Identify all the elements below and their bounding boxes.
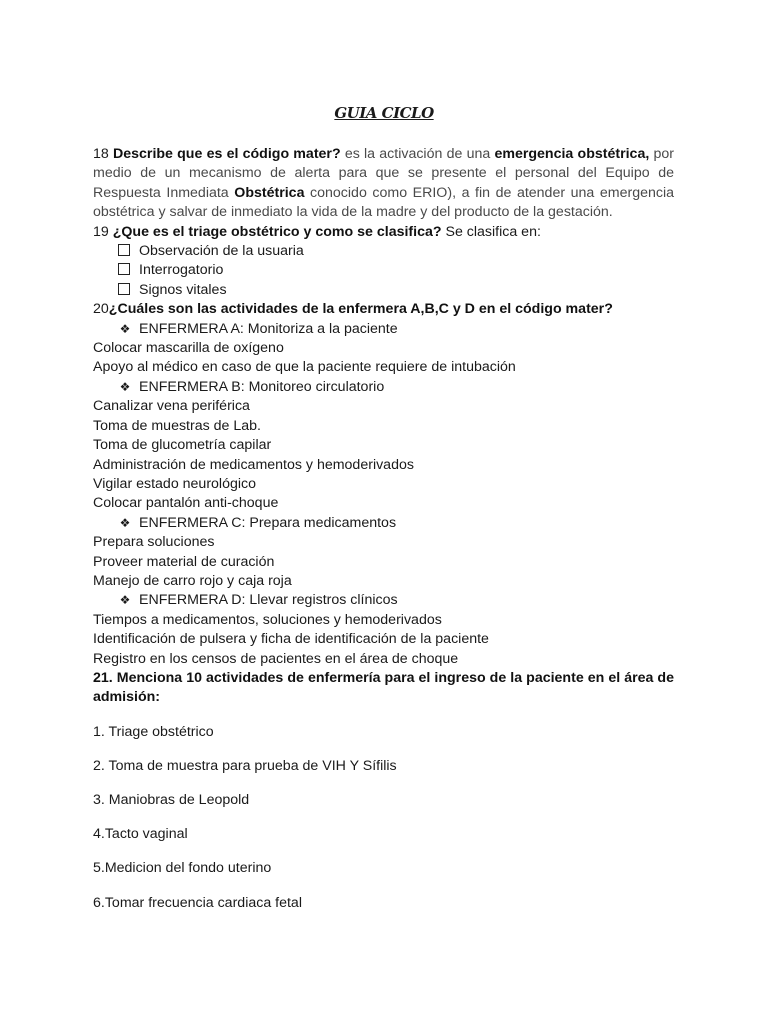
- question-21: 21. Menciona 10 actividades de enfermería para el ingreso de la paciente en el área de admisión:: [93, 669, 674, 706]
- document-title: GUIA CICLO: [334, 104, 434, 122]
- checkbox-item: [93, 261, 674, 280]
- nurse-heading: [93, 591, 674, 610]
- admission-activity: 3. Maniobras de Leopold: [93, 791, 250, 808]
- checkbox-item-label: Signos vitales: [139, 281, 227, 298]
- question-18: [93, 145, 674, 223]
- checkbox-item-label: Interrogatorio: [139, 262, 224, 279]
- question-18-number: 18: [93, 146, 109, 162]
- nurse-heading: [93, 514, 674, 533]
- answer-18-bold1: emergencia obstétrica,: [494, 146, 650, 162]
- checkbox-icon: [118, 244, 130, 256]
- question-20-text: ¿Cuáles son las actividades de la enfermera A,B,C y D en el código mater?: [108, 301, 613, 318]
- nurse-task: Tiempos a medicamentos, soluciones y hemoderivados: [93, 611, 442, 628]
- answer-18-part1: es la activación de una: [340, 146, 495, 162]
- checkbox-item: [93, 242, 674, 261]
- checkbox-item: [93, 281, 674, 300]
- nurse-heading-label: ENFERMERA A: Monitoriza a la paciente: [139, 320, 398, 337]
- nurse-task: Colocar pantalón anti-choque: [93, 495, 279, 512]
- nurse-heading-label: ENFERMERA C: Prepara medicamentos: [139, 514, 397, 531]
- diamond-bullet-icon: ❖: [119, 321, 131, 336]
- nurse-task: Identificación de pulsera y ficha de identificación de la paciente: [93, 631, 489, 648]
- answer-18-part2: por medio de un mecanismo de alerta para que se presente el personal del Equipo de Respuesta Inmediata: [93, 146, 674, 201]
- admission-activity: 1. Triage obstétrico: [93, 723, 214, 740]
- nurse-heading: [93, 320, 674, 339]
- nurse-task: Toma de muestras de Lab.: [93, 417, 261, 434]
- nurse-heading: [93, 378, 674, 397]
- question-19: [93, 223, 674, 242]
- question-19-text: ¿Que es el triage obstétrico y como se clasifica?: [112, 223, 442, 240]
- nurse-heading-label: ENFERMERA D: Llevar registros clínicos: [139, 592, 398, 609]
- nurse-task: Colocar mascarilla de oxígeno: [93, 340, 284, 357]
- nurse-task: Administración de medicamentos y hemoderivados: [93, 456, 414, 473]
- question-20: [93, 300, 674, 319]
- checkbox-icon: [118, 283, 130, 295]
- nurse-task: Vigilar estado neurológico: [93, 475, 257, 492]
- admission-activity: 2. Toma de muestra para prueba de VIH Y Sífilis: [93, 757, 397, 774]
- nurse-task: Proveer material de curación: [93, 553, 275, 570]
- admission-activity: 5.Medicion del fondo uterino: [93, 860, 272, 877]
- question-18-text: Describe que es el código mater?: [113, 146, 341, 162]
- question-19-number: 19: [93, 223, 109, 240]
- diamond-bullet-icon: ❖: [119, 593, 131, 608]
- checkbox-item-label: Observación de la usuaria: [139, 243, 304, 260]
- diamond-bullet-icon: ❖: [119, 515, 131, 530]
- question-20-number: 20: [93, 301, 109, 318]
- document-body: [93, 145, 674, 913]
- nurse-task: Registro en los censos de pacientes en el área de choque: [93, 650, 459, 667]
- nurse-task: Toma de glucometría capilar: [93, 437, 272, 454]
- diamond-bullet-icon: ❖: [119, 379, 131, 394]
- nurse-task: Manejo de carro rojo y caja roja: [93, 572, 292, 589]
- checkbox-icon: [118, 263, 130, 275]
- nurse-task: Prepara soluciones: [93, 534, 215, 551]
- nurse-heading-label: ENFERMERA B: Monitoreo circulatorio: [139, 378, 385, 395]
- nurse-task: Apoyo al médico en caso de que la paciente requiere de intubación: [93, 359, 516, 376]
- answer-18-bold2: Obstétrica: [234, 184, 305, 201]
- answer-18-part3: conocido como ERIO), a fin de atender una emergencia obstétrica y salvar de inmediato la vida de la madre y del producto de la gestación.: [93, 184, 674, 221]
- nurse-task: Canalizar vena periférica: [93, 398, 250, 415]
- answer-19-intro: Se clasifica en:: [441, 223, 541, 240]
- admission-activity: 4.Tacto vaginal: [93, 826, 188, 843]
- admission-activity: 6.Tomar frecuencia cardiaca fetal: [93, 894, 302, 911]
